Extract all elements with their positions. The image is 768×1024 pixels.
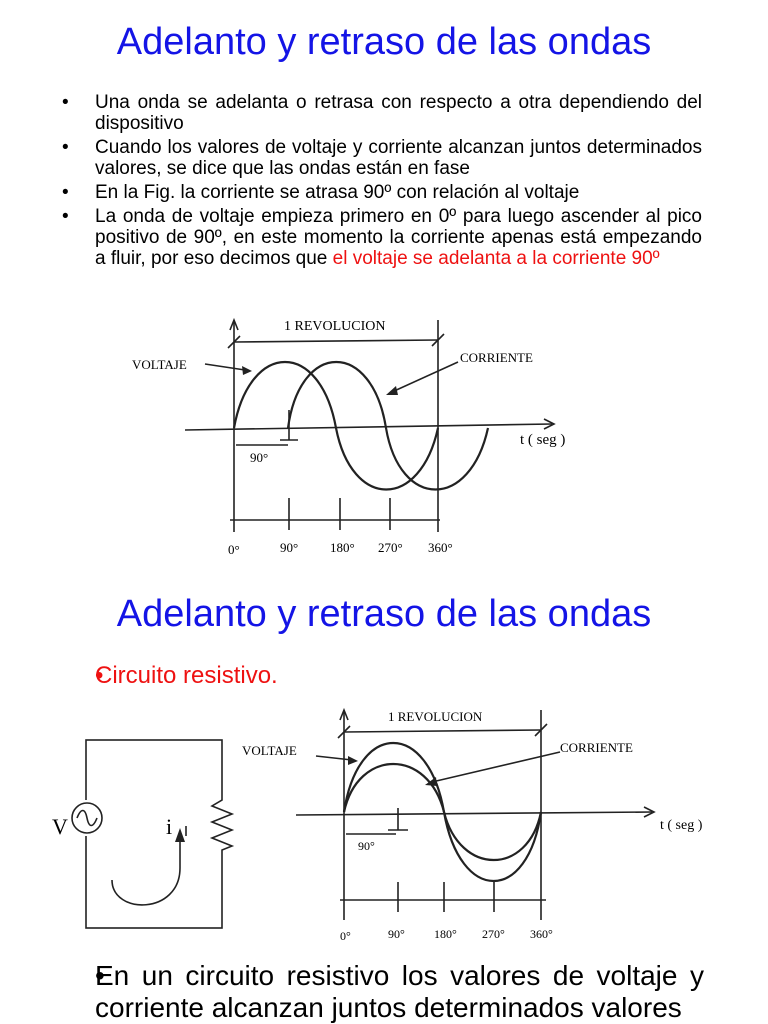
revolution-bracket [344,730,541,732]
phase-label: 90° [250,450,269,465]
tick-label: 360° [530,927,553,941]
slide-2-bottom-bullet-list [62,960,704,1024]
bullet-item: • Circuito resistivo. [62,662,702,690]
circuit-loop [86,740,222,928]
revolution-label: 1 REVOLUCION [388,709,483,724]
tick-label: 0° [340,929,351,943]
bullet-item: • Una onda se adelanta o retrasa con respecto a otra dependiendo del dispositivo [62,92,702,134]
tick-label: 360° [428,540,453,555]
tick-label: 180° [330,540,355,555]
tick-label: 270° [482,927,505,941]
tick-label: 0° [228,542,240,557]
current-arrow [112,840,180,905]
phase-label: 90° [358,839,375,853]
bullet-text: La onda de voltaje empieza primero en 0º para luego ascender al pico positivo de 90º, en este momento la corriente apenas está empezando a fluir, por eso decimos que [95,206,702,269]
x-axis [296,812,652,815]
current-symbol-label: i [166,814,173,839]
time-axis-label: t ( seg ) [520,432,566,448]
revolution-label: 1 REVOLUCION [284,319,386,334]
slide-2-title: Adelanto y retraso de las ondas [116,593,652,635]
time-axis-label: t ( seg ) [660,818,703,833]
arrowhead [175,828,185,842]
tick-label: 180° [434,927,457,941]
tick-label: 90° [388,927,405,941]
voltage-label: VOLTAJE [132,357,187,372]
arrowhead [348,756,358,765]
tick-label: 90° [280,540,299,555]
bullet-item: • En la Fig. la corriente se atrasa 90º con relación al voltaje [62,182,702,203]
bullet-item: • Cuando los valores de voltaje y corriente alcanzan juntos determinados valores, se dice que las ondas están en fase [62,137,702,179]
voltage-label: VOLTAJE [242,743,297,758]
source-label: V [52,814,68,839]
voltage-pointer [316,756,352,760]
highlight-text: el voltaje se adelanta a la corriente 90º [332,248,660,269]
slide-1-title: Adelanto y retraso de las ondas [116,21,652,63]
bullet-item: • En un circuito resistivo los valores de voltaje y corriente alcanzan juntos determinados valores [62,960,704,1024]
tick-label: 270° [378,540,403,555]
current-label: CORRIENTE [560,740,633,755]
current-label: CORRIENTE [460,350,533,365]
